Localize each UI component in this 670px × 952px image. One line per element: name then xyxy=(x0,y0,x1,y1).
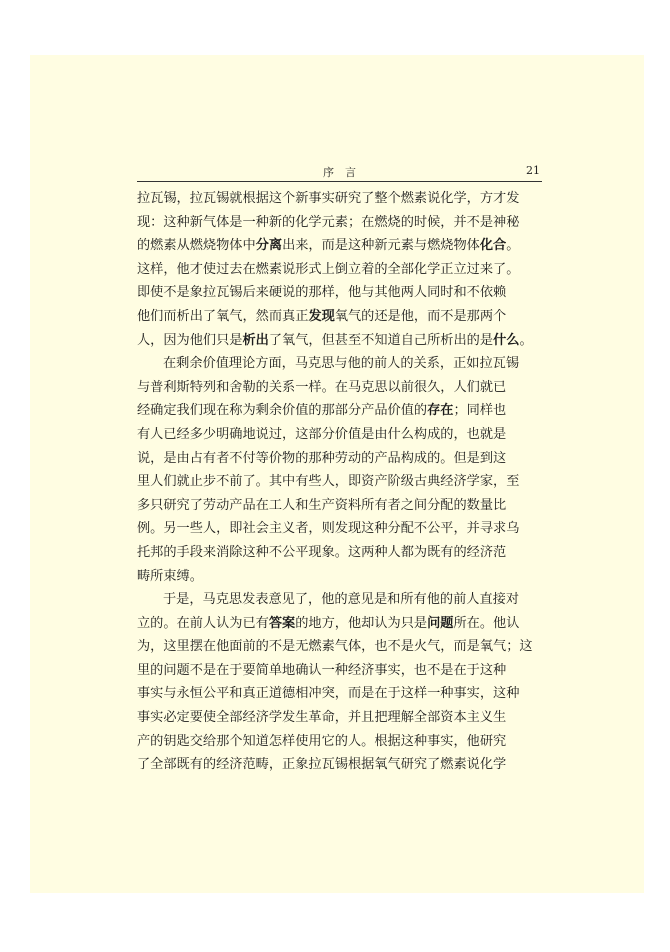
text-line xyxy=(137,187,542,211)
text-segment: 了全部既有的经济范畴，正象拉瓦锡根据氧气研究了燃素说化学 xyxy=(137,757,507,773)
text-line xyxy=(137,470,542,494)
text-segment: ；同样也 xyxy=(453,403,507,419)
text-segment: 例。另一些人，即社会主义者，则发现这种分配不公平，并寻求乌 xyxy=(137,521,520,537)
text-segment: 经确定我们现在称为剩余价值的那部分产品价值的 xyxy=(137,403,428,419)
text-segment: 于是，马克思发表意见了，他的意见是和所有他的前人直接对 xyxy=(163,592,520,608)
text-segment: 与普利斯特列和舍勒的关系一样。在马克思以前很久，人们就已 xyxy=(137,379,507,395)
emphasis-text: 化合 xyxy=(479,238,507,254)
text-line xyxy=(137,588,542,612)
text-line xyxy=(137,399,542,423)
text-segment: 拉瓦锡，拉瓦锡就根据这个新事实研究了整个燃素说化学，方才发 xyxy=(137,191,520,206)
text-line xyxy=(137,682,542,706)
text-segment: 的燃素从燃烧物体中 xyxy=(137,238,256,254)
chapter-title: 序 言 xyxy=(323,166,356,179)
text-segment: 多只研究了劳动产品在工人和生产资料所有者之间分配的数量比 xyxy=(137,497,507,513)
emphasis-text: 分离 xyxy=(255,238,283,254)
emphasis-text: 发现 xyxy=(308,308,335,324)
text-segment: 了氧气，但甚至不知道自己所析出的是 xyxy=(268,332,494,348)
text-segment: 在剩余价值理论方面，马克思与他的前人的关系，正如拉瓦锡 xyxy=(163,356,520,372)
text-line xyxy=(137,447,542,471)
text-line xyxy=(137,258,542,282)
text-segment: 里的问题不是在于要简单地确认一种经济事实，也不是在于这种 xyxy=(137,662,507,678)
text-line xyxy=(137,635,542,659)
text-line xyxy=(137,494,542,518)
text-segment: 有人已经多少明确地说过，这部分价值是由什么构成的，也就是 xyxy=(137,426,507,442)
header-rule xyxy=(137,181,542,182)
text-segment: 所在。他认 xyxy=(453,615,520,631)
text-segment: 这样，他才使过去在燃素说形式上倒立着的全部化学正立过来了。 xyxy=(137,261,520,277)
text-line xyxy=(137,423,542,447)
body-text xyxy=(137,187,542,777)
text-line xyxy=(137,281,542,305)
text-segment: 出来，而是这种新元素与燃烧物体 xyxy=(282,238,480,254)
text-segment: 氧气的还是他，而不是那两个 xyxy=(334,308,507,324)
text-segment: 。 xyxy=(506,238,520,254)
text-segment: 畴所束缚。 xyxy=(137,568,203,584)
emphasis-text: 问题 xyxy=(427,615,454,631)
text-line xyxy=(137,659,542,683)
emphasis-text: 什么 xyxy=(493,332,520,348)
text-line xyxy=(137,329,542,353)
text-segment: 说，是由占有者不付等价物的那种劳动的产品构成的。但是到这 xyxy=(137,450,507,466)
emphasis-text: 存在 xyxy=(427,403,454,419)
text-segment: 事实必定要使全部经济学发生革命，并且把理解全部资本主义生 xyxy=(137,710,507,726)
emphasis-text: 答案 xyxy=(268,615,296,631)
text-segment: 里人们就止步不前了。其中有些人，即资产阶级古典经济学家，至 xyxy=(137,474,520,490)
text-segment: 托邦的手段来消除这种不公平现象。这两种人都为既有的经济范 xyxy=(137,544,507,560)
text-line xyxy=(137,352,542,376)
text-line xyxy=(137,706,542,730)
page-number: 21 xyxy=(526,164,540,177)
text-line xyxy=(137,565,542,589)
text-line xyxy=(137,234,542,258)
text-segment: 产的钥匙交给那个知道怎样使用它的人。根据这种事实，他研究 xyxy=(137,733,507,749)
text-segment: 为，这里摆在他面前的不是无燃素气体，也不是火气，而是氧气；这 xyxy=(137,639,533,655)
text-line xyxy=(137,305,542,329)
text-line xyxy=(137,517,542,541)
text-segment: 他们而析出了氧气，然而真正 xyxy=(137,308,309,324)
text-segment: 立的。在前人认为已有 xyxy=(137,615,269,631)
text-segment: 事实与永恒公平和真正道德相冲突，而是在于这样一种事实，这种 xyxy=(137,686,520,702)
running-header xyxy=(137,162,542,182)
text-segment: 现：这种新气体是一种新的化学元素；在燃烧的时候，并不是神秘 xyxy=(137,214,520,230)
text-line xyxy=(137,211,542,235)
emphasis-text: 析出 xyxy=(242,332,269,348)
text-segment: 。 xyxy=(519,332,533,348)
text-segment: 的地方，他却认为只是 xyxy=(295,615,428,631)
text-line xyxy=(137,730,542,754)
text-line xyxy=(137,612,542,636)
text-line xyxy=(137,376,542,400)
text-segment: 即使不是象拉瓦锡后来硬说的那样，他与其他两人同时和不依赖 xyxy=(137,285,507,301)
text-segment: 人，因为他们只是 xyxy=(137,332,243,348)
text-line xyxy=(137,753,542,777)
text-line xyxy=(137,541,542,565)
